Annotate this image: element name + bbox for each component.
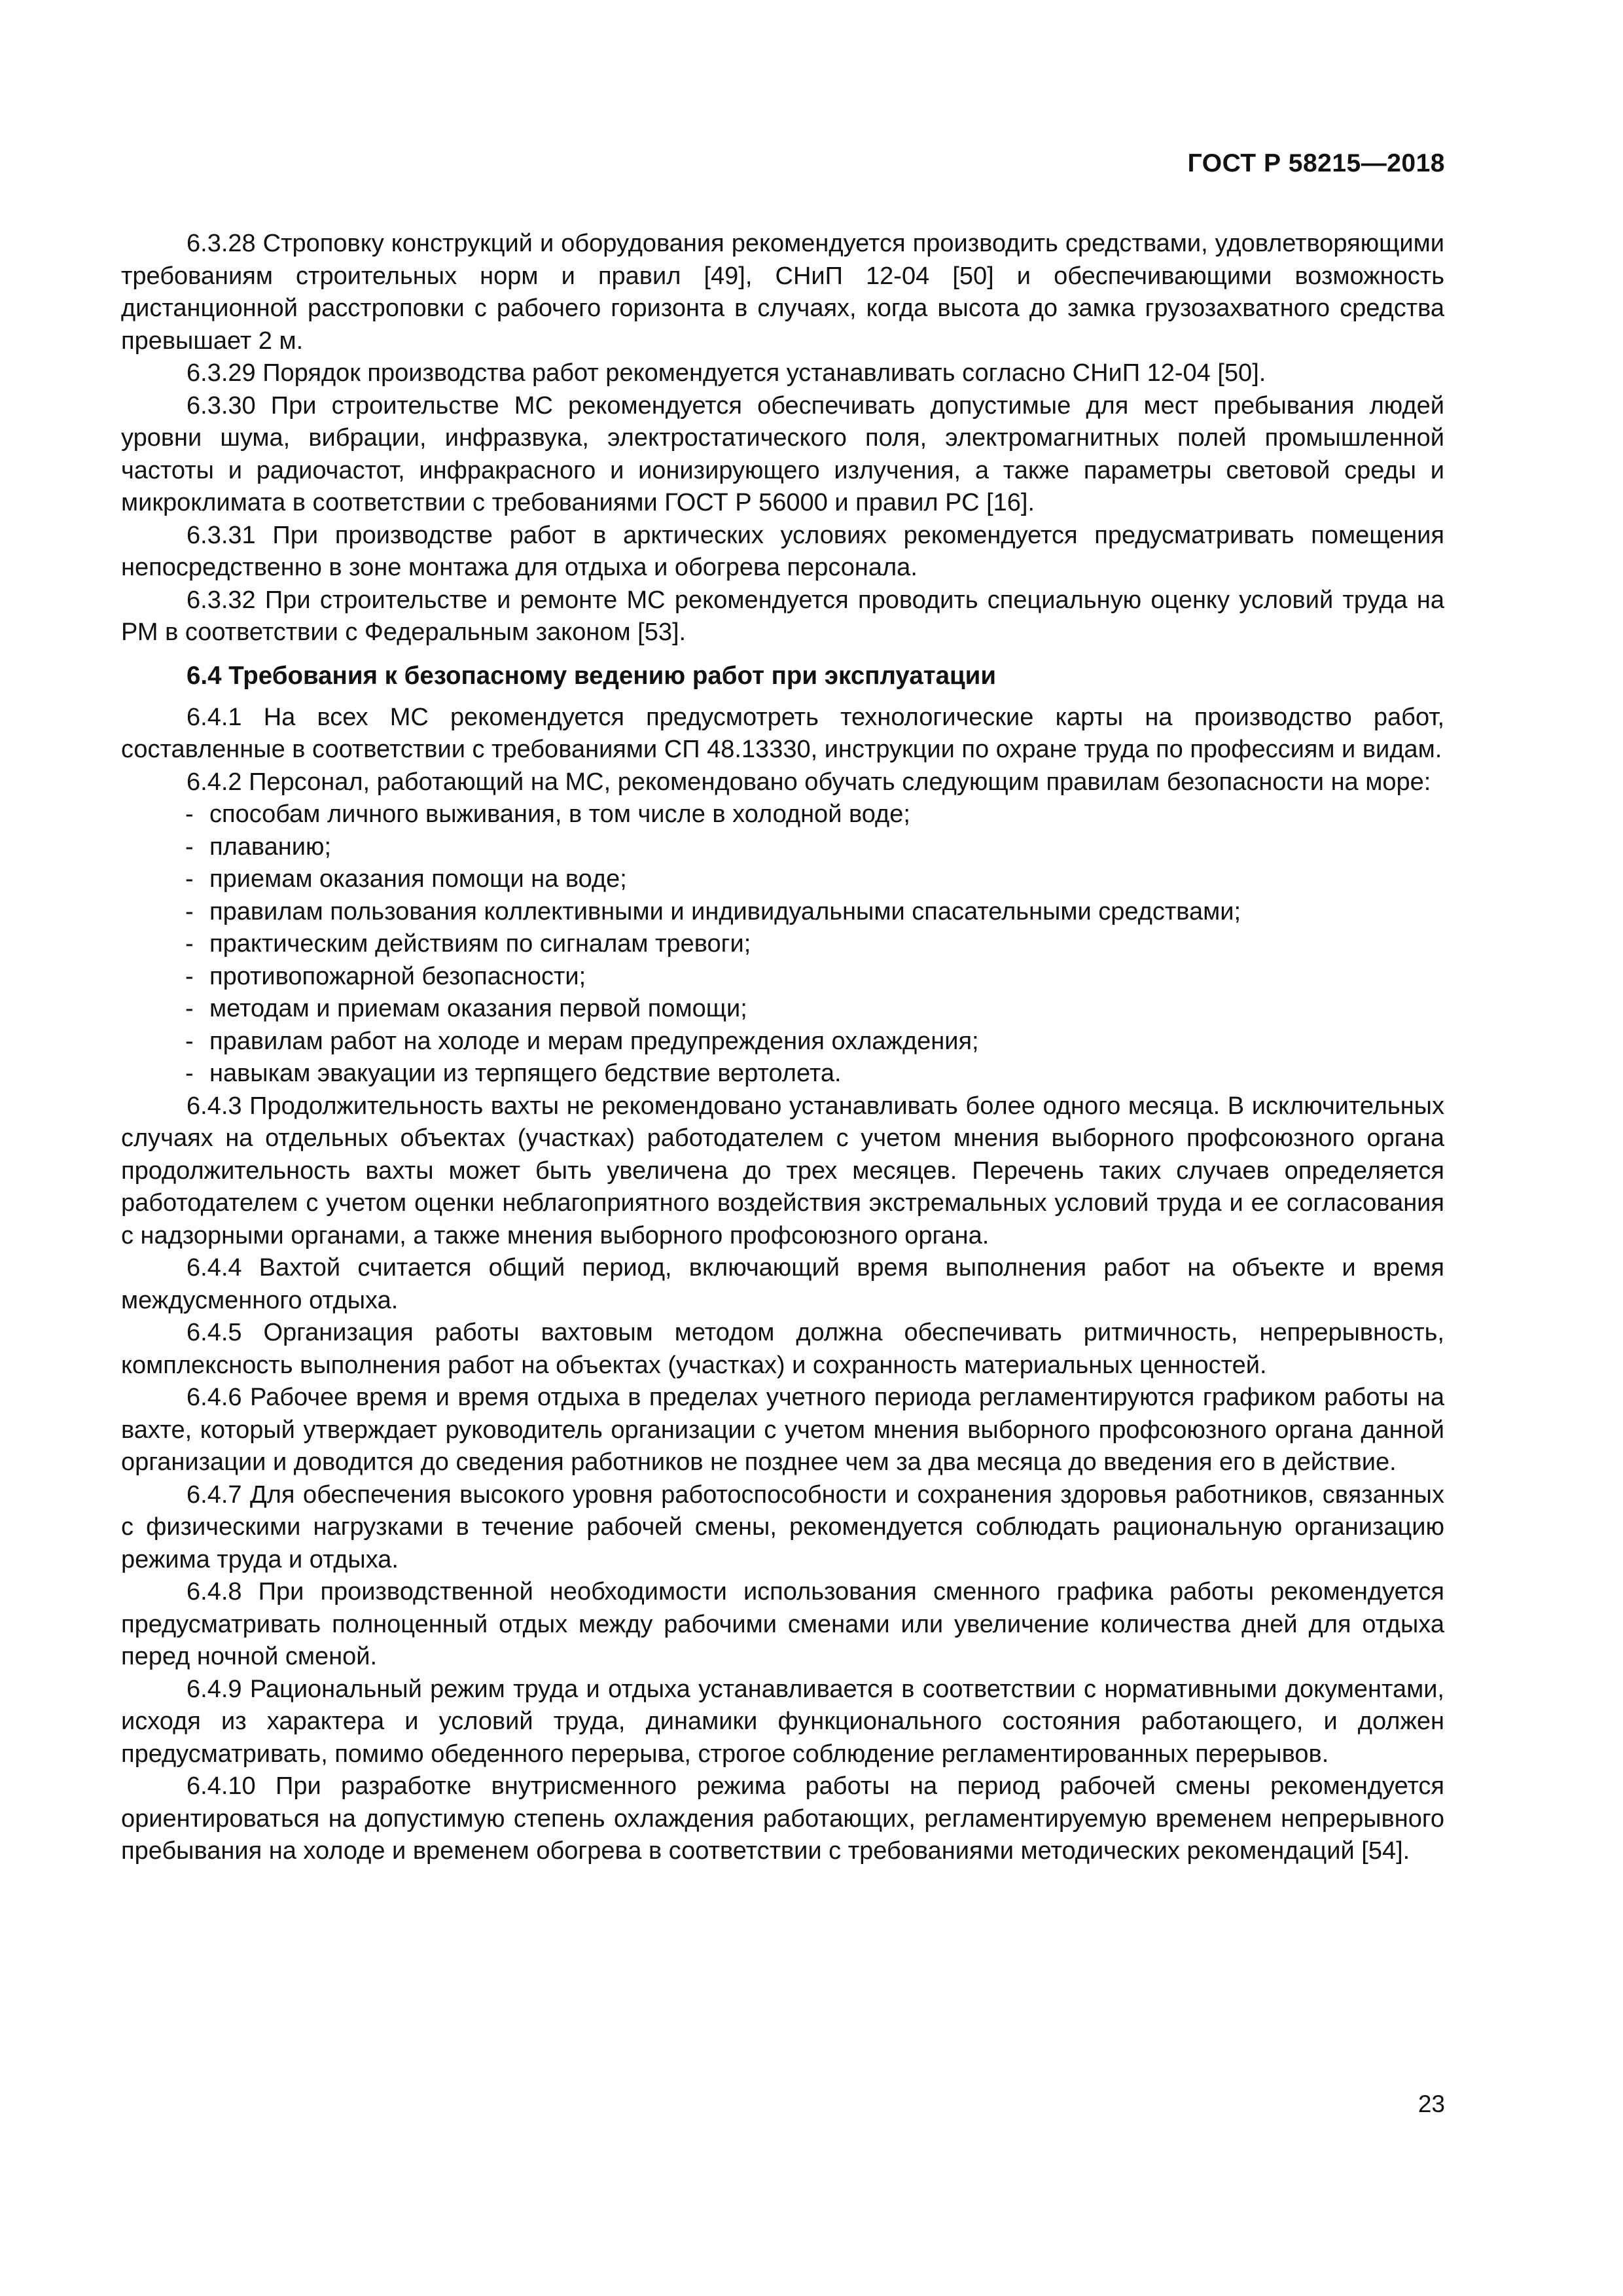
paragraph-6-4-6: 6.4.6 Рабочее время и время отдыха в пределах учетного периода регламентируются графиком работы на вахте, который утверждает руководитель организации с учетом мнения выборного профсоюзного органа данной организации и доводится до сведения работников не позднее чем за два месяца до введения его в действие. [121, 1384, 1444, 1476]
list-item [185, 831, 1444, 864]
paragraph-6-3-32: 6.3.32 При строительстве и ремонте МС рекомендуется проводить специальную оценку условий труда на РМ в соответствии с Федеральным законом [53]. [121, 586, 1444, 646]
paragraph-6-4-10: 6.4.10 При разработке внутрисменного режима работы на период рабочей смены рекомендуется ориентироваться на допустимую степень охлаждения работающих, регламентируемую временем непрерывного пребывания на холоде и временем обогрева в соответствии с требованиями методических рекомендаций [54]. [121, 1772, 1444, 1865]
list-item-text: способам личного выживания, в том числе в холодной воде; [209, 800, 910, 828]
safety-training-list [121, 798, 1444, 1090]
list-item [185, 1058, 1444, 1090]
paragraph-6-4-2: 6.4.2 Персонал, работающий на МС, рекомендовано обучать следующим правилам безопасности на море: [187, 768, 1431, 796]
paragraph-6-3-29: 6.3.29 Порядок производства работ рекомендуется устанавливать согласно СНиП 12-04 [50]. [187, 359, 1266, 387]
list-item-text: правилам пользования коллективными и индивидуальными спасательными средствами; [209, 897, 1241, 925]
list-dash: - [185, 1060, 194, 1087]
list-item-text: методам и приемам оказания первой помощи; [209, 995, 747, 1022]
list-dash: - [185, 995, 194, 1022]
list-item-text: навыкам эвакуации из терпящего бедствие вертолета. [209, 1060, 842, 1087]
list-item [185, 961, 1444, 994]
paragraph-6-4-9: 6.4.9 Рациональный режим труда и отдыха устанавливается в соответствии с нормативными документами, исходя из характера и условий труда, динамики функционального состояния работающего, и должен предусматривать, помимо обеденного перерыва, строгое соблюдение регламентированных перерывов. [121, 1675, 1444, 1768]
list-dash: - [185, 1027, 194, 1055]
paragraph-6-3-30: 6.3.30 При строительстве МС рекомендуется обеспечивать допустимые для мест пребывания людей уровни шума, вибрации, инфразвука, электростатического поля, электромагнитных полей промышленной частоты и радиочастот, инфракрасного и ионизирующего излучения, а также параметры световой среды и микроклимата в соответствии с требованиями ГОСТ Р 56000 и правил РС [16]. [121, 391, 1444, 516]
list-dash: - [185, 962, 194, 990]
list-dash: - [185, 833, 194, 861]
list-item [185, 1026, 1444, 1058]
list-item [185, 863, 1444, 896]
list-item-text: плаванию; [209, 833, 332, 861]
paragraph-6-4-1: 6.4.1 На всех МС рекомендуется предусмотреть технологические карты на производство работ, составленные в соответствии с требованиями СП 48.13330, инструкции по охране труда по профессиям и видам. [121, 703, 1444, 763]
list-item [185, 798, 1444, 831]
paragraph-6-3-31: 6.3.31 При производстве работ в арктических условиях рекомендуется предусматривать помещения непосредственно в зоне монтажа для отдыха и обогрева персонала. [121, 521, 1444, 581]
paragraph-6-4-4: 6.4.4 Вахтой считается общий период, включающий время выполнения работ на объекте и время междусменного отдыха. [121, 1254, 1444, 1314]
list-item-text: правилам работ на холоде и мерам предупреждения охлаждения; [209, 1027, 979, 1055]
list-item [185, 928, 1444, 961]
paragraph-6-3-28: 6.3.28 Строповку конструкций и оборудования рекомендуется производить средствами, удовлетворяющими требованиям строительных норм и правил [49], СНиП 12-04 [50] и обеспечивающими возможность дистанционной расстроповки с рабочего горизонта в случаях, когда высота до замка грузозахватного средства превышает 2 м. [121, 230, 1444, 355]
list-item-text: практическим действиям по сигналам тревоги; [209, 930, 751, 958]
list-dash: - [185, 800, 194, 828]
list-item-text: противопожарной безопасности; [209, 962, 586, 990]
list-dash: - [185, 897, 194, 925]
list-dash: - [185, 930, 194, 958]
list-item-text: приемам оказания помощи на воде; [209, 865, 627, 893]
paragraph-6-4-5: 6.4.5 Организация работы вахтовым методом должна обеспечивать ритмичность, непрерывность, комплексность выполнения работ на объектах (участках) и сохранность материальных ценностей. [121, 1319, 1444, 1379]
paragraph-6-4-8: 6.4.8 При производственной необходимости использования сменного графика работы рекомендуется предусматривать полноценный отдых между рабочими сменами или увеличение количества дней для отдыха перед ночной сменой. [121, 1578, 1444, 1670]
list-dash: - [185, 865, 194, 893]
paragraph-6-4-3: 6.4.3 Продолжительность вахты не рекомендовано устанавливать более одного месяца. В исключительных случаях на отдельных объектах (участках) работодателем с учетом мнения выборного профсоюзного органа продолжительность вахты может быть увеличена до трех месяцев. Перечень таких случаев определяется работодателем с учетом оценки неблагоприятного воздействия экстремальных условий труда и ее согласования с надзорными органами, а также мнения выборного профсоюзного органа. [121, 1092, 1444, 1249]
page-number: 23 [1418, 2090, 1445, 2117]
list-item [185, 896, 1444, 929]
list-item [185, 993, 1444, 1026]
page-content [121, 228, 1444, 1868]
section-heading-6-4: 6.4 Требования к безопасному ведению работ при эксплуатации [187, 661, 997, 690]
paragraph-6-4-7: 6.4.7 Для обеспечения высокого уровня работоспособности и сохранения здоровья работников, связанных с физическими нагрузками в течение рабочей смены, рекомендуется соблюдать рациональную организацию режима труда и отдыха. [121, 1480, 1444, 1573]
document-id-header: ГОСТ Р 58215—2018 [1187, 149, 1445, 177]
